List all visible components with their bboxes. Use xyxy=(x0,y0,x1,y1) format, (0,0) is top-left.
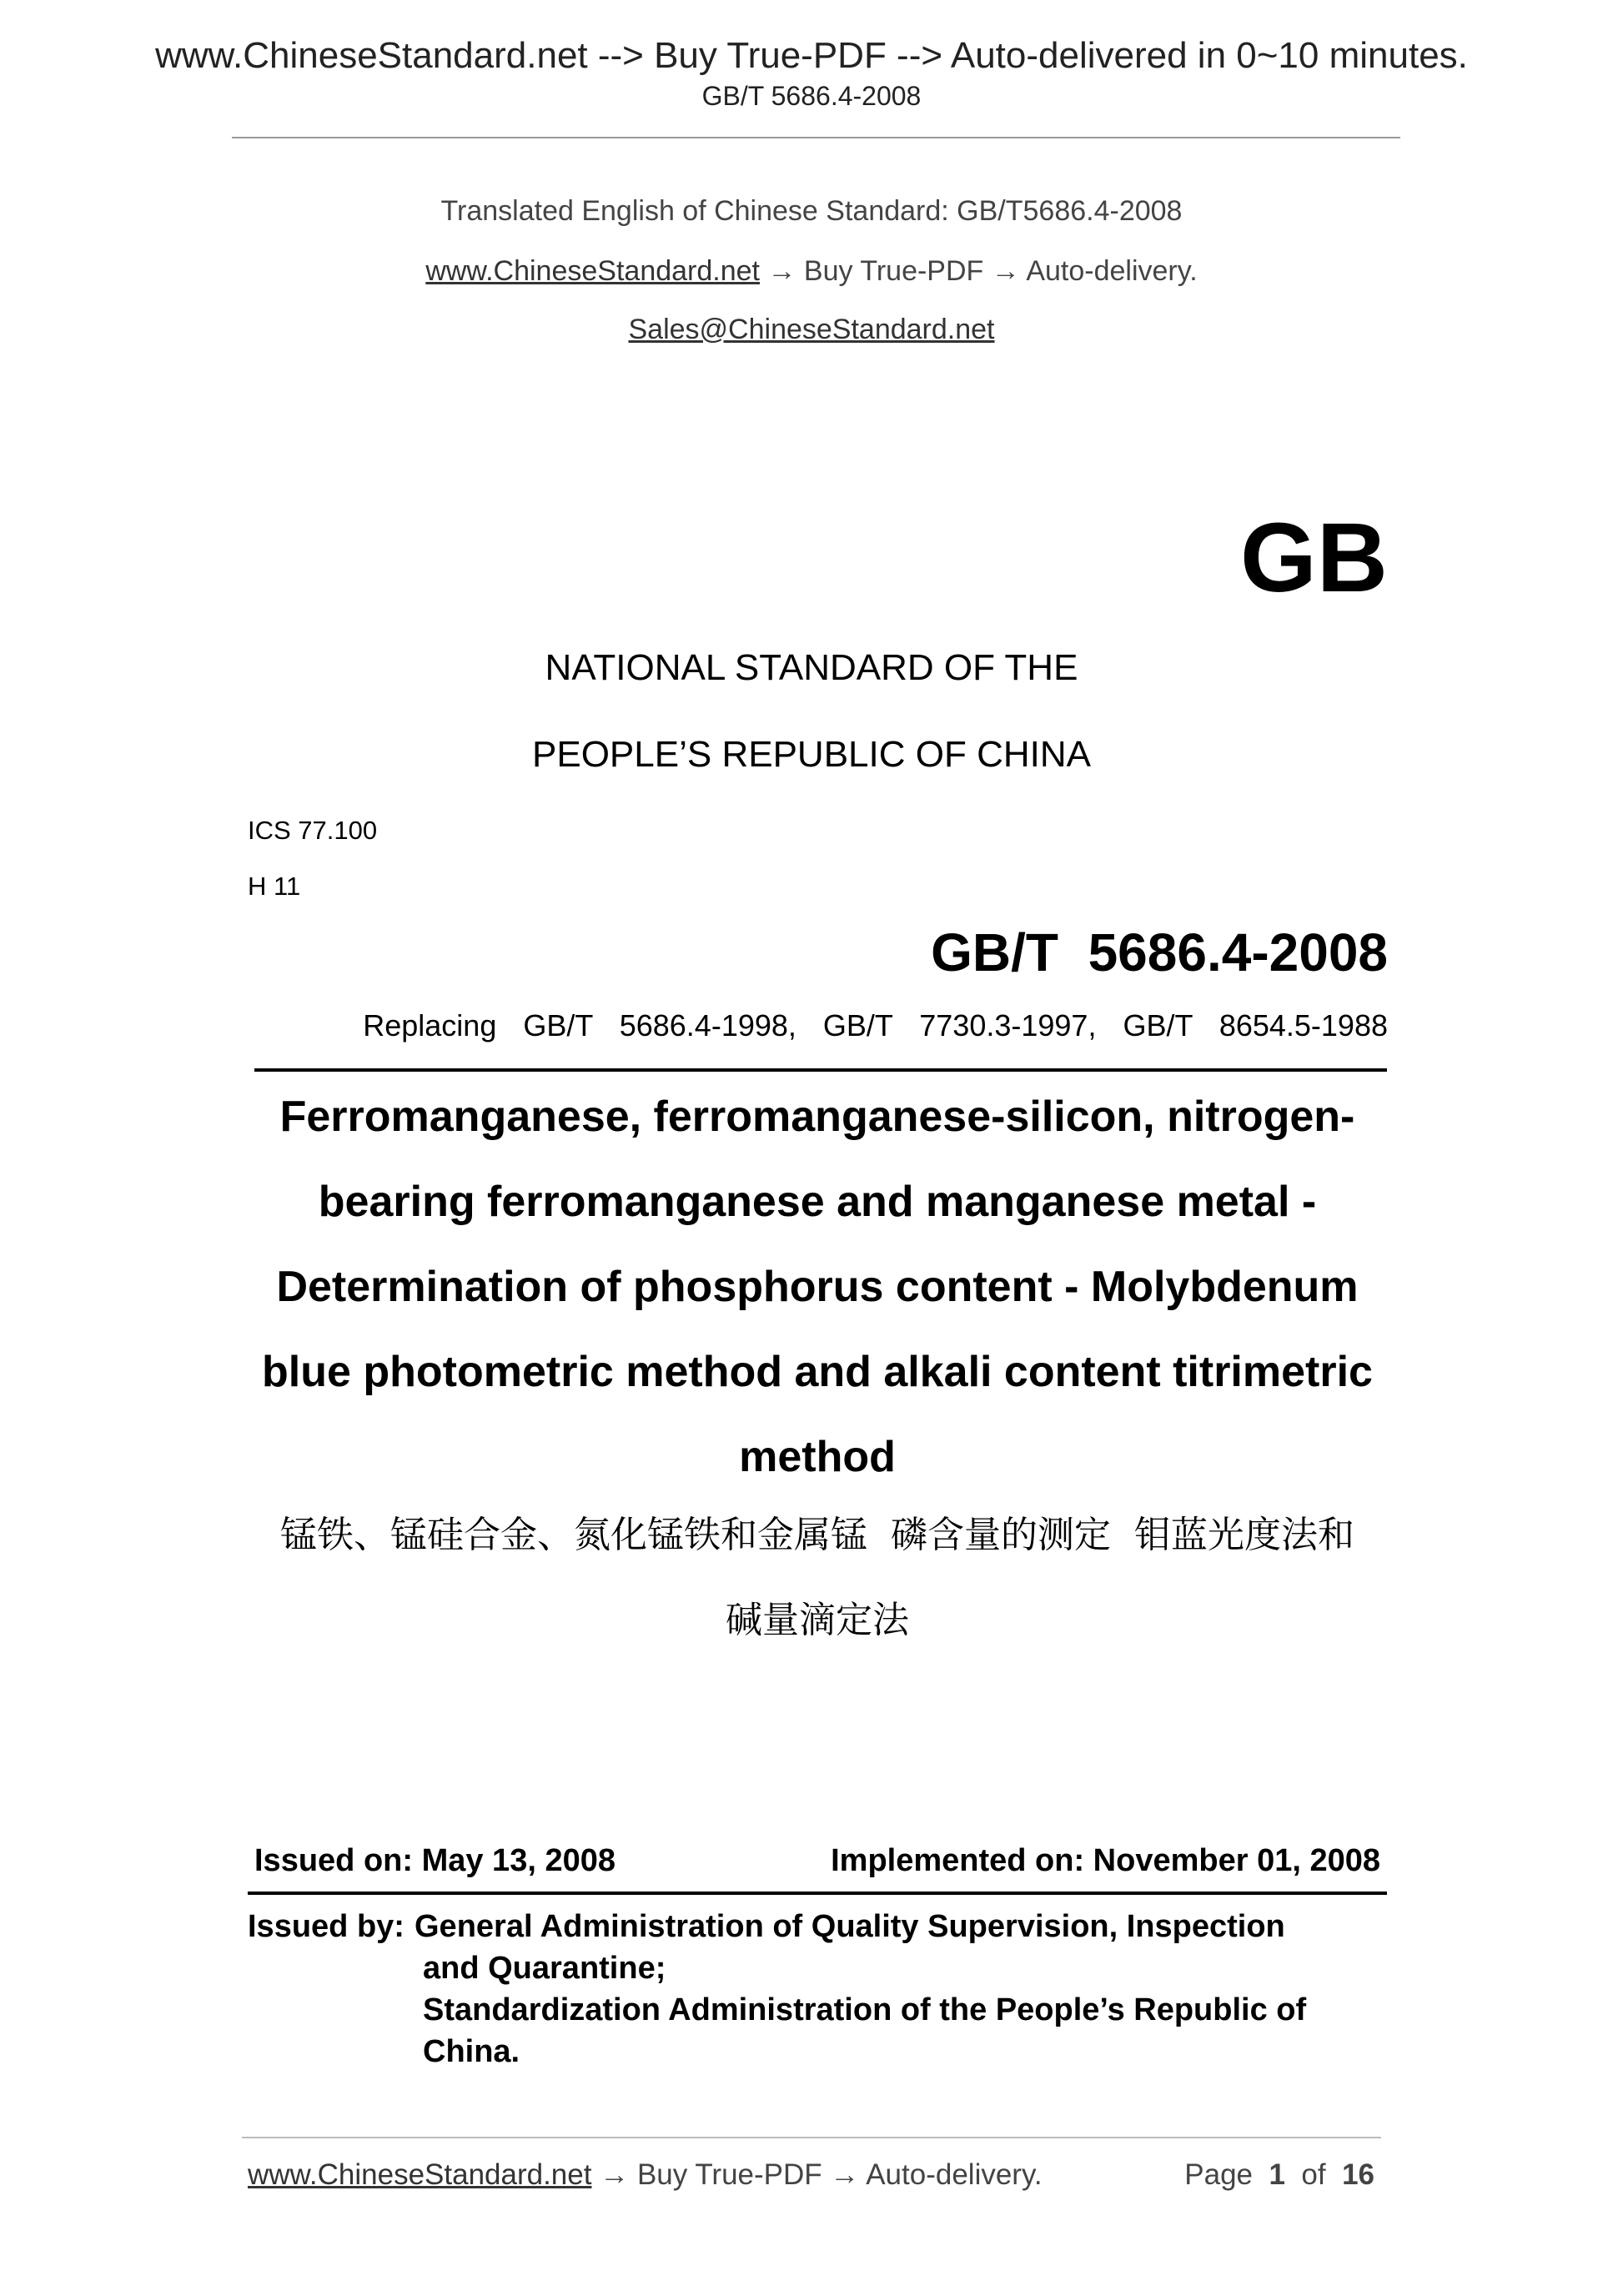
header-standard-code: GB/T 5686.4-2008 xyxy=(701,81,922,111)
h-code: H 11 xyxy=(248,872,301,901)
title-english-line: method xyxy=(739,1433,896,1481)
title-english-line: bearing ferromanganese and manganese metal - xyxy=(318,1178,1317,1226)
footer-divider xyxy=(242,2137,1381,2138)
title-english-line: Determination of phosphorus content - Molybdenum xyxy=(276,1263,1359,1311)
site-link[interactable]: www.ChineseStandard.net xyxy=(425,255,760,287)
national-standard-line1: NATIONAL STANDARD OF THE xyxy=(545,647,1078,688)
gb-mark: GB xyxy=(1240,503,1388,613)
auto-delivery-text: Auto-delivery. xyxy=(1026,255,1198,287)
issued-by-line: Standardization Administration of the People’s Republic of xyxy=(423,1992,1307,2027)
title-english-line: blue photometric method and alkali content titrimetric xyxy=(262,1348,1373,1396)
ics-code: ICS 77.100 xyxy=(248,816,378,845)
replacing-note: Replacing GB/T 5686.4-1998, GB/T 7730.3-1997, GB/T 8654.5-1988 xyxy=(363,1008,1388,1042)
top-banner: www.ChineseStandard.net --> Buy True-PDF --> Auto-delivered in 0~10 minutes. xyxy=(155,35,1468,76)
page-total: 16 xyxy=(1342,2158,1374,2191)
title-divider xyxy=(254,1068,1387,1072)
arrow-right-icon: → xyxy=(767,255,796,287)
page-current: 1 xyxy=(1269,2158,1285,2191)
issued-by-line: General Administration of Quality Supervision, Inspection xyxy=(415,1909,1285,1944)
footer-buy-text: Buy True-PDF xyxy=(636,2158,822,2191)
page-label: Page xyxy=(1184,2158,1254,2191)
issued-by-line: and Quarantine; xyxy=(423,1951,666,1986)
issued-by-lines xyxy=(415,1906,1374,2072)
title-english-line: Ferromanganese, ferromanganese-silicon, nitrogen- xyxy=(279,1093,1355,1141)
title-chinese-line: 碱量滴定法 xyxy=(726,1599,909,1641)
issued-by-label: Issued by: xyxy=(248,1909,404,1944)
footer-auto-delivery-text: Auto-delivery. xyxy=(866,2158,1043,2191)
delivery-line xyxy=(0,255,1623,288)
header-divider xyxy=(232,137,1400,138)
buy-true-pdf-text: Buy True-PDF xyxy=(803,255,984,287)
title-english xyxy=(250,1074,1384,1500)
arrow-right-icon: → xyxy=(830,2158,860,2191)
arrow-right-icon: → xyxy=(600,2158,630,2191)
issued-by-line: China. xyxy=(423,2034,520,2069)
title-chinese-line: 锰铁、锰硅合金、氮化锰铁和金属锰 磷含量的测定 钼蓝光度法和 xyxy=(280,1514,1354,1556)
implemented-on-date: Implemented on: November 01, 2008 xyxy=(831,1843,1380,1878)
national-standard-line2: PEOPLE’S REPUBLIC OF CHINA xyxy=(532,734,1091,775)
page-indicator xyxy=(1184,2158,1374,2192)
issued-on-date: Issued on: May 13, 2008 xyxy=(254,1843,616,1878)
title-chinese xyxy=(250,1493,1384,1663)
footer-site-link[interactable]: www.ChineseStandard.net xyxy=(248,2158,592,2191)
translated-note: Translated English of Chinese Standard: GB/T5686.4-2008 xyxy=(440,195,1183,227)
dates-divider xyxy=(248,1892,1387,1895)
footer-delivery-line xyxy=(248,2158,1043,2192)
sales-email-link[interactable]: Sales@ChineseStandard.net xyxy=(628,314,995,345)
arrow-right-icon: → xyxy=(991,255,1020,287)
standard-number: GB/T 5686.4-2008 xyxy=(931,922,1388,982)
sales-line xyxy=(0,314,1623,346)
page-of-label: of xyxy=(1301,2158,1326,2191)
